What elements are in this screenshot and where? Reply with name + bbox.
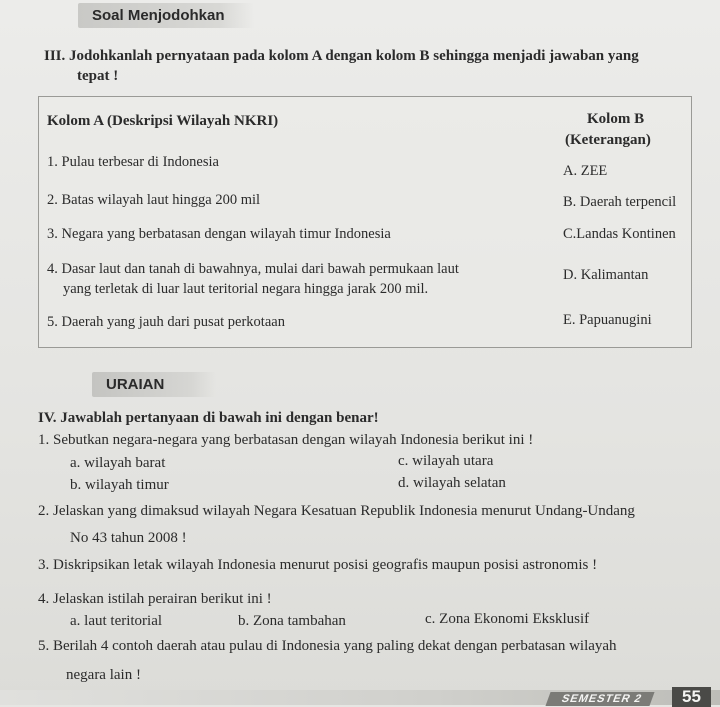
uraian-label: URAIAN: [92, 372, 216, 397]
row-2-column-a: 2. Batas wilayah laut hingga 200 mil: [47, 192, 261, 208]
question-3: 3. Diskripsikan letak wilayah Indonesia menurut posisi geografis maupun posisi astronomis !: [38, 557, 598, 573]
row-5-column-a: 5. Daerah yang jauh dari pusat perkotaan: [47, 314, 285, 330]
question-1-option-c: c. wilayah utara: [398, 453, 494, 469]
question-1: 1. Sebutkan negara-negara yang berbatasan dengan wilayah Indonesia berikut ini !: [38, 432, 534, 448]
question-5-line-2: negara lain !: [66, 667, 141, 683]
row-5-column-b: E. Papuanugini: [563, 312, 652, 328]
question-4-option-a: a. laut teritorial: [70, 613, 163, 629]
question-1-option-a: a. wilayah barat: [70, 455, 166, 471]
question-2-line-1: 2. Jelaskan yang dimaksud wilayah Negara Kesatuan Republik Indonesia menurut Undang-Undang: [38, 503, 635, 519]
matching-table: [38, 96, 692, 348]
row-1-column-b: A. ZEE: [563, 163, 608, 179]
section-3-title-line-1: III. Jodohkanlah pernyataan pada kolom A dengan kolom B sehingga menjadi jawaban yang: [44, 48, 639, 64]
question-4: 4. Jelaskan istilah perairan berikut ini !: [38, 591, 272, 607]
section-4-title: IV. Jawablah pertanyaan di bawah ini dengan benar!: [38, 410, 379, 426]
row-3-column-a: 3. Negara yang berbatasan dengan wilayah timur Indonesia: [47, 226, 391, 242]
question-4-option-b: b. Zona tambahan: [238, 613, 346, 629]
row-2-column-b: B. Daerah terpencil: [563, 194, 677, 210]
question-1-option-b: b. wilayah timur: [70, 477, 169, 493]
section-3-title-line-2: tepat !: [77, 68, 119, 84]
row-4-column-a-continued: yang terletak di luar laut teritorial negara hingga jarak 200 mil.: [63, 281, 429, 297]
soal-menjodohkan-label: Soal Menjodohkan: [78, 3, 254, 28]
row-1-column-a: 1. Pulau terbesar di Indonesia: [47, 154, 219, 170]
column-b-subheader: (Keterangan): [565, 132, 651, 148]
column-b-header: Kolom B: [587, 111, 645, 127]
question-2-line-2: No 43 tahun 2008 !: [70, 530, 187, 546]
row-3-column-b: C.Landas Kontinen: [563, 226, 676, 242]
question-1-option-d: d. wilayah selatan: [398, 475, 506, 491]
semester-label: SEMESTER 2: [545, 692, 654, 706]
question-4-option-c: c. Zona Ekonomi Eksklusif: [425, 611, 590, 627]
row-4-column-b: D. Kalimantan: [563, 267, 649, 283]
row-4-column-a: 4. Dasar laut dan tanah di bawahnya, mulai dari bawah permukaan laut: [47, 261, 459, 277]
column-a-header: Kolom A (Deskripsi Wilayah NKRI): [47, 113, 279, 129]
page-number: 55: [672, 687, 711, 707]
question-5-line-1: 5. Berilah 4 contoh daerah atau pulau di Indonesia yang paling dekat dengan perbatasan wilayah: [38, 638, 617, 654]
